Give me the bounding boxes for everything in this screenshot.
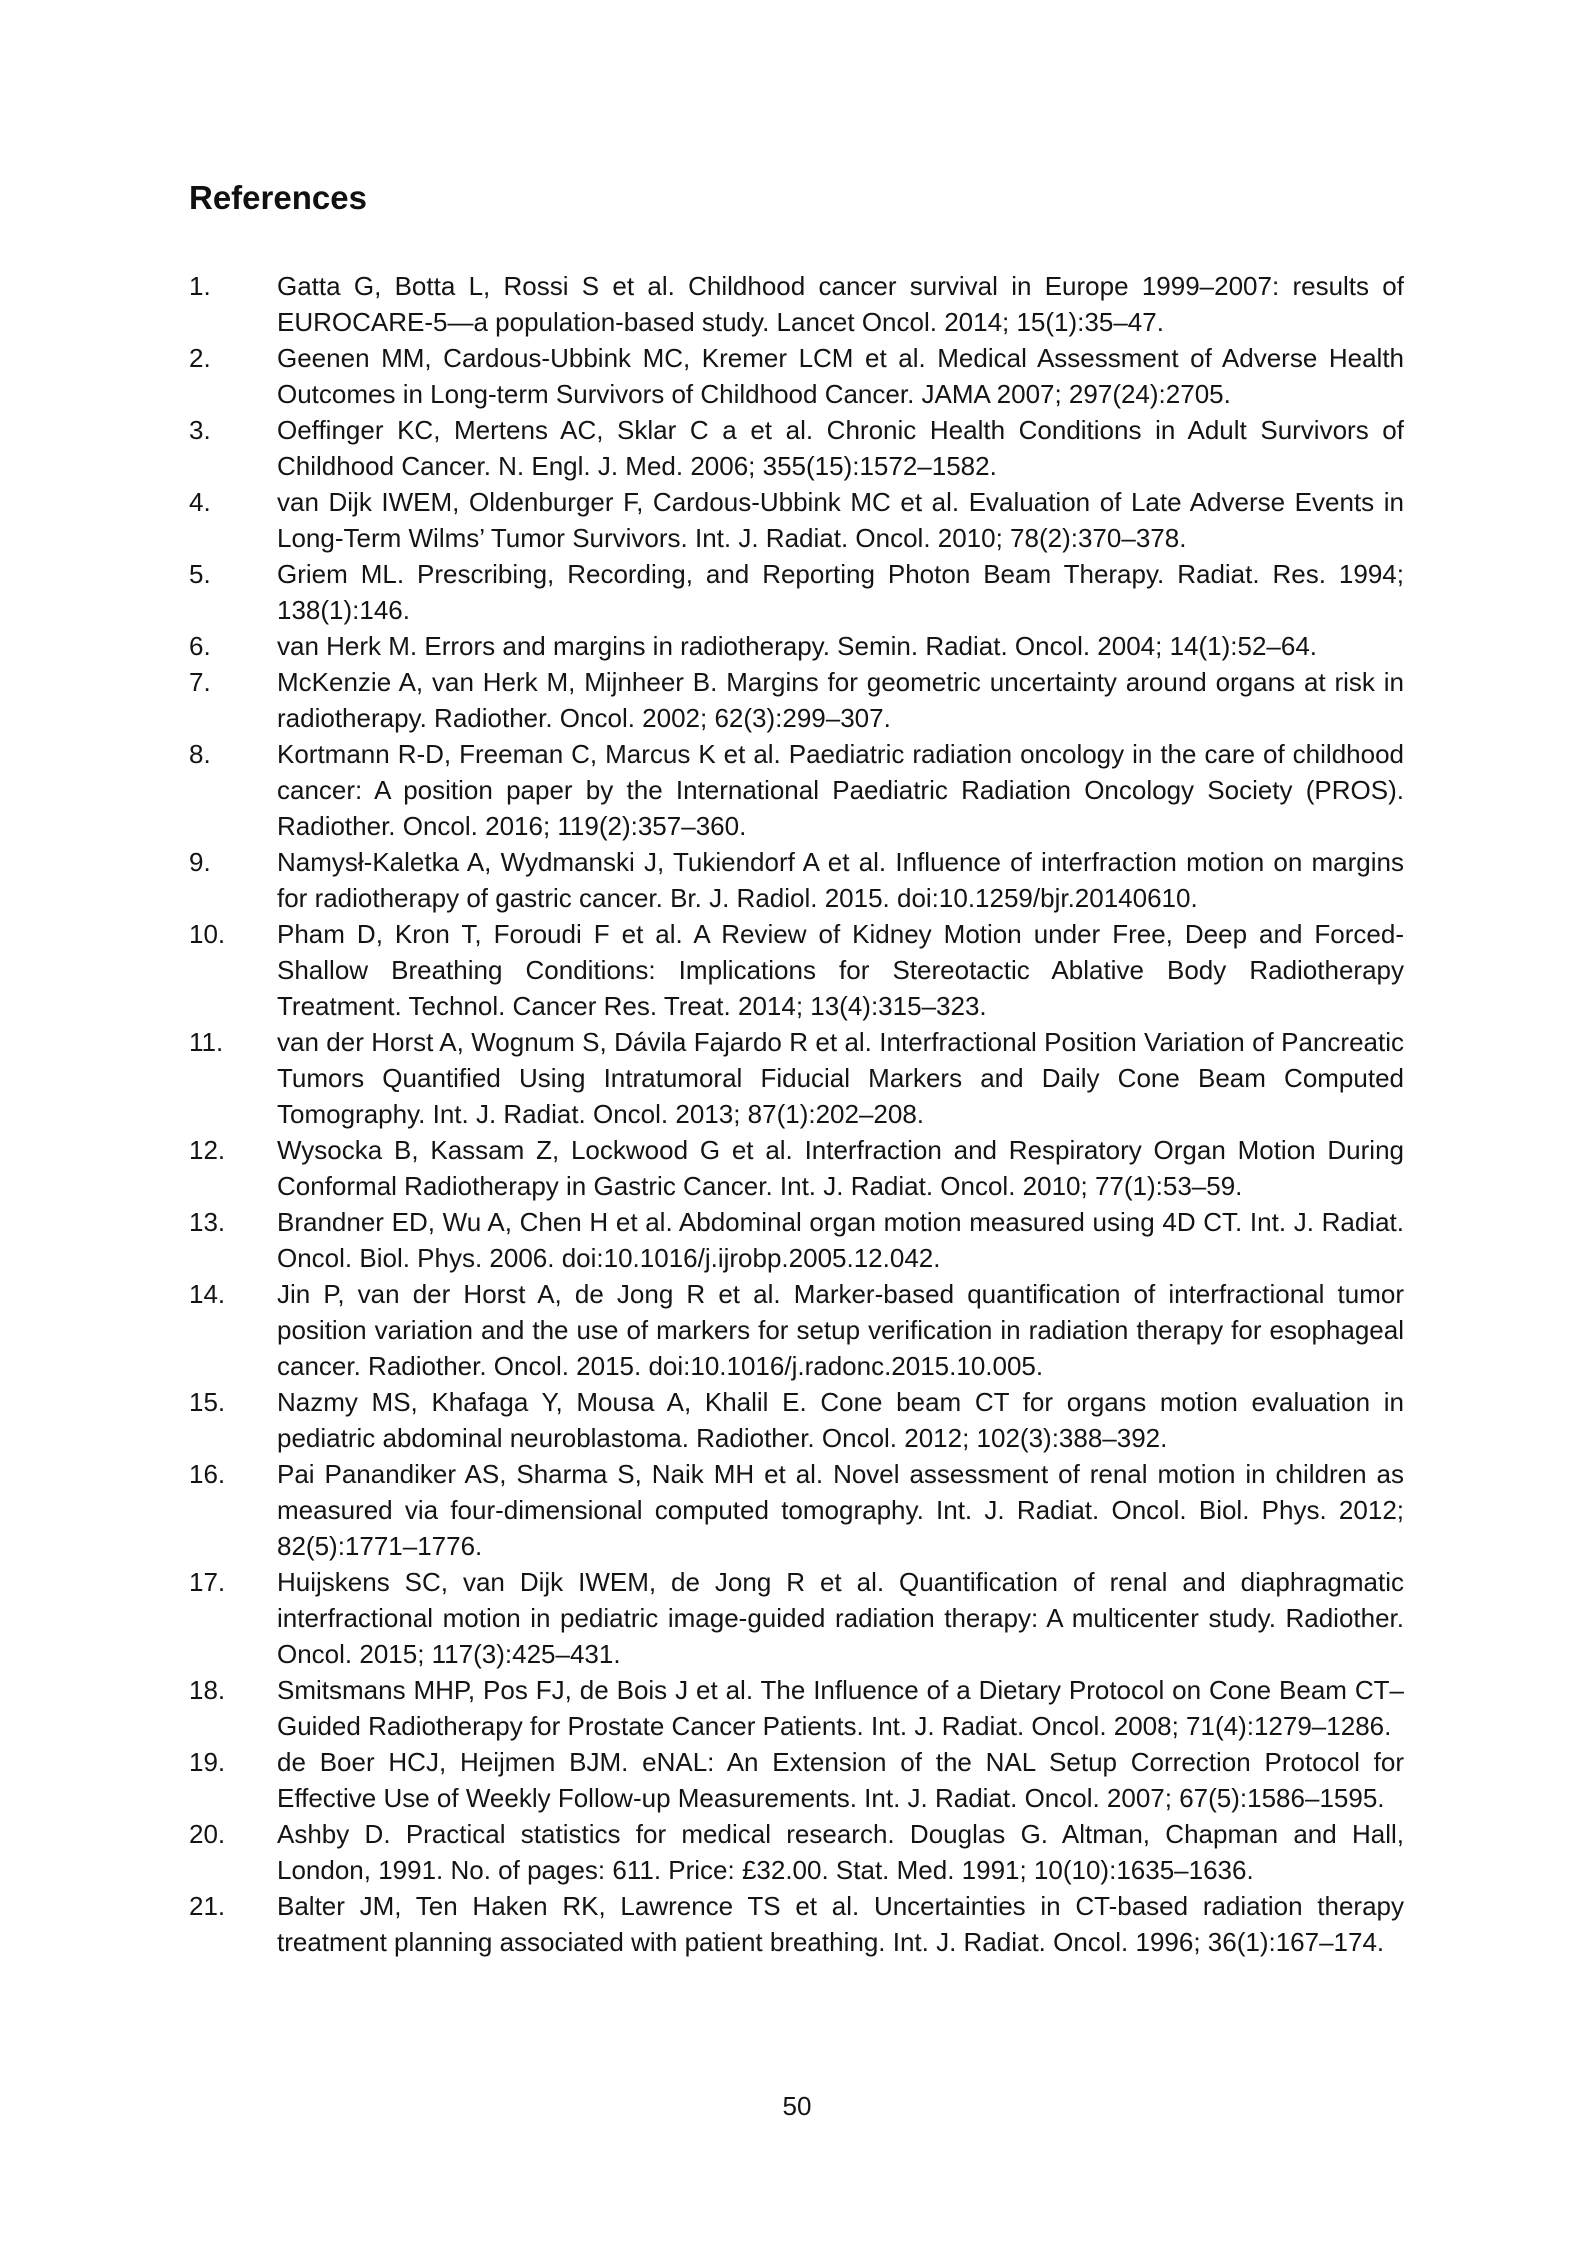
reference-number: 19. xyxy=(189,1747,226,1777)
reference-item xyxy=(189,1672,1404,1744)
reference-item xyxy=(189,1024,1404,1132)
reference-text: Huijskens SC, van Dijk IWEM, de Jong R et al. Quantification of renal and diaphragmatic interfractional motion in pediatric image-guided radiation therapy: A multicenter study. Radiother. Oncol. 2015; 117(3):425–431. xyxy=(277,1567,1404,1669)
reference-number: 18. xyxy=(189,1675,226,1705)
reference-number: 6. xyxy=(189,631,211,661)
reference-item xyxy=(189,1384,1404,1456)
reference-text: Jin P, van der Horst A, de Jong R et al. Marker-based quantification of interfractional tumor position variation and the use of markers for setup verification in radiation therapy for esophageal cancer. Radiother. Oncol. 2015. doi:10.1016/j.radonc.2015.10.005. xyxy=(277,1279,1404,1381)
reference-number: 9. xyxy=(189,847,211,877)
reference-text: Ashby D. Practical statistics for medical research. Douglas G. Altman, Chapman and Hall, London, 1991. No. of pages: 611. Price: £32.00. Stat. Med. 1991; 10(10):1635–1636. xyxy=(277,1819,1404,1885)
reference-text: Brandner ED, Wu A, Chen H et al. Abdominal organ motion measured using 4D CT. Int. J. Radiat. Oncol. Biol. Phys. 2006. doi:10.1016/j.ijrobp.2005.12.042. xyxy=(277,1207,1404,1273)
reference-item xyxy=(189,1564,1404,1672)
reference-text: van der Horst A, Wognum S, Dávila Fajardo R et al. Interfractional Position Variation of Pancreatic Tumors Quantified Using Intratumoral Fiducial Markers and Daily Cone Beam Computed Tomography. Int. J. Radiat. Oncol. 2013; 87(1):202–208. xyxy=(277,1027,1404,1129)
reference-number: 4. xyxy=(189,487,211,517)
reference-text: Balter JM, Ten Haken RK, Lawrence TS et al. Uncertainties in CT-based radiation therapy treatment planning associated with patient breathing. Int. J. Radiat. Oncol. 1996; 36(1):167–174. xyxy=(277,1891,1404,1957)
reference-item xyxy=(189,556,1404,628)
reference-text: Namysł-Kaletka A, Wydmanski J, Tukiendorf A et al. Influence of interfraction motion on margins for radiotherapy of gastric cancer. Br. J. Radiol. 2015. doi:10.1259/bjr.20140610. xyxy=(277,847,1404,913)
reference-item xyxy=(189,1276,1404,1384)
reference-number: 15. xyxy=(189,1387,226,1417)
reference-number: 20. xyxy=(189,1819,226,1849)
reference-number: 21. xyxy=(189,1891,226,1921)
reference-number: 8. xyxy=(189,739,211,769)
reference-text: Nazmy MS, Khafaga Y, Mousa A, Khalil E. Cone beam CT for organs motion evaluation in pediatric abdominal neuroblastoma. Radiother. Oncol. 2012; 102(3):388–392. xyxy=(277,1387,1404,1453)
reference-text: Griem ML. Prescribing, Recording, and Reporting Photon Beam Therapy. Radiat. Res. 1994; 138(1):146. xyxy=(277,559,1404,625)
reference-item xyxy=(189,1888,1404,1960)
reference-item xyxy=(189,268,1404,340)
reference-item xyxy=(189,1816,1404,1888)
reference-text: Wysocka B, Kassam Z, Lockwood G et al. Interfraction and Respiratory Organ Motion During Conformal Radiotherapy in Gastric Cancer. Int. J. Radiat. Oncol. 2010; 77(1):53–59. xyxy=(277,1135,1404,1201)
reference-item xyxy=(189,1204,1404,1276)
reference-item xyxy=(189,628,1404,664)
reference-text: Oeffinger KC, Mertens AC, Sklar C a et al. Chronic Health Conditions in Adult Survivors of Childhood Cancer. N. Engl. J. Med. 2006; 355(15):1572–1582. xyxy=(277,415,1404,481)
reference-text: de Boer HCJ, Heijmen BJM. eNAL: An Extension of the NAL Setup Correction Protocol for Effective Use of Weekly Follow-up Measurements. Int. J. Radiat. Oncol. 2007; 67(5):1586–1595. xyxy=(277,1747,1404,1813)
reference-text: McKenzie A, van Herk M, Mijnheer B. Margins for geometric uncertainty around organs at risk in radiotherapy. Radiother. Oncol. 2002; 62(3):299–307. xyxy=(277,667,1404,733)
reference-number: 16. xyxy=(189,1459,226,1489)
reference-number: 12. xyxy=(189,1135,226,1165)
reference-number: 1. xyxy=(189,271,211,301)
reference-number: 14. xyxy=(189,1279,226,1309)
reference-text: Kortmann R-D, Freeman C, Marcus K et al. Paediatric radiation oncology in the care of childhood cancer: A position paper by the International Paediatric Radiation Oncology Society (PROS). Radiother. Oncol. 2016; 119(2):357–360. xyxy=(277,739,1404,841)
reference-item xyxy=(189,1132,1404,1204)
reference-text: Gatta G, Botta L, Rossi S et al. Childhood cancer survival in Europe 1999–2007: results of EUROCARE-5—a population-based study. Lancet Oncol. 2014; 15(1):35–47. xyxy=(277,271,1404,337)
reference-item xyxy=(189,736,1404,844)
reference-item xyxy=(189,1744,1404,1816)
reference-text: Smitsmans MHP, Pos FJ, de Bois J et al. The Influence of a Dietary Protocol on Cone Beam CT–Guided Radiotherapy for Prostate Cancer Patients. Int. J. Radiat. Oncol. 2008; 71(4):1279–1286. xyxy=(277,1675,1404,1741)
reference-text: Geenen MM, Cardous-Ubbink MC, Kremer LCM et al. Medical Assessment of Adverse Health Outcomes in Long-term Survivors of Childhood Cancer. JAMA 2007; 297(24):2705. xyxy=(277,343,1404,409)
reference-number: 2. xyxy=(189,343,211,373)
reference-number: 11. xyxy=(189,1027,224,1057)
reference-item xyxy=(189,340,1404,412)
reference-number: 10. xyxy=(189,919,226,949)
reference-number: 3. xyxy=(189,415,211,445)
reference-item xyxy=(189,1456,1404,1564)
reference-item xyxy=(189,412,1404,484)
reference-number: 17. xyxy=(189,1567,226,1597)
reference-number: 7. xyxy=(189,667,211,697)
reference-item xyxy=(189,844,1404,916)
reference-number: 13. xyxy=(189,1207,226,1237)
reference-text: van Dijk IWEM, Oldenburger F, Cardous-Ubbink MC et al. Evaluation of Late Adverse Events in Long-Term Wilms’ Tumor Survivors. Int. J. Radiat. Oncol. 2010; 78(2):370–378. xyxy=(277,487,1404,553)
reference-text: Pham D, Kron T, Foroudi F et al. A Review of Kidney Motion under Free, Deep and Forced-Shallow Breathing Conditions: Implications for Stereotactic Ablative Body Radiotherapy Treatment. Technol. Cancer Res. Treat. 2014; 13(4):315–323. xyxy=(277,919,1404,1021)
references-heading: References xyxy=(189,179,367,216)
reference-item xyxy=(189,664,1404,736)
page-number: 50 xyxy=(782,2091,812,2121)
reference-text: van Herk M. Errors and margins in radiotherapy. Semin. Radiat. Oncol. 2004; 14(1):52–64. xyxy=(277,631,1318,661)
reference-number: 5. xyxy=(189,559,211,589)
reference-text: Pai Panandiker AS, Sharma S, Naik MH et al. Novel assessment of renal motion in children as measured via four-dimensional computed tomography. Int. J. Radiat. Oncol. Biol. Phys. 2012; 82(5):1771–1776. xyxy=(277,1459,1404,1561)
reference-item xyxy=(189,484,1404,556)
reference-list xyxy=(189,268,1404,1960)
reference-item xyxy=(189,916,1404,1024)
